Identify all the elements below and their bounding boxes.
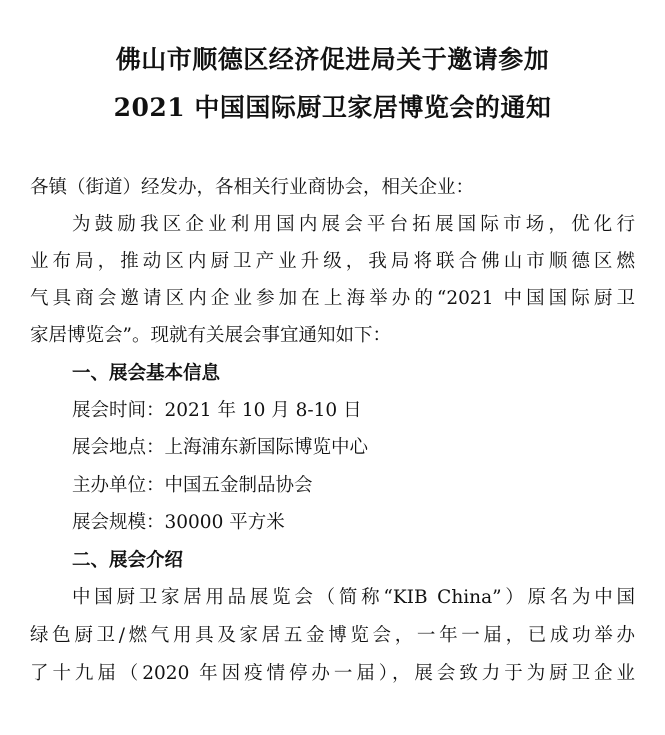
info-item-scale: 展会规模：30000 平方米 xyxy=(72,512,285,533)
intro-paragraph-line: 气具商会邀请区内企业参加在上海举办的“2021 中国国际厨卫 xyxy=(30,288,635,309)
introduction-paragraph-line: 中国厨卫家居用品展览会（简称“KIB China”）原名为中国 xyxy=(72,587,635,608)
salutation: 各镇（街道）经发办，各相关行业商协会，相关企业： xyxy=(30,177,475,198)
info-item-organizer: 主办单位：中国五金制品协会 xyxy=(72,475,313,496)
section-heading-basic-info: 一、展会基本信息 xyxy=(72,363,221,384)
intro-paragraph-line: 业布局，推动区内厨卫产业升级，我局将联合佛山市顺德区燃 xyxy=(30,251,635,272)
introduction-paragraph-line: 绿色厨卫/燃气用具及家居五金博览会，一年一届，已成功举办 xyxy=(30,625,635,646)
section-heading-introduction: 二、展会介绍 xyxy=(72,550,184,571)
intro-paragraph-line: 为鼓励我区企业利用国内展会平台拓展国际市场，优化行 xyxy=(72,214,635,235)
introduction-paragraph-line: 了十九届（2020 年因疫情停办一届），展会致力于为厨卫企业 xyxy=(30,663,635,684)
info-item-time: 展会时间：2021 年 10 月 8-10 日 xyxy=(72,400,362,421)
info-item-location: 展会地点：上海浦东新国际博览中心 xyxy=(72,437,369,458)
intro-paragraph-line: 家居博览会”。现就有关展会事宜通知如下： xyxy=(30,325,391,346)
document-title-line-1: 佛山市顺德区经济促进局关于邀请参加 xyxy=(115,45,550,74)
document-title-line-2: 2021 中国国际厨卫家居博览会的通知 xyxy=(113,93,552,122)
